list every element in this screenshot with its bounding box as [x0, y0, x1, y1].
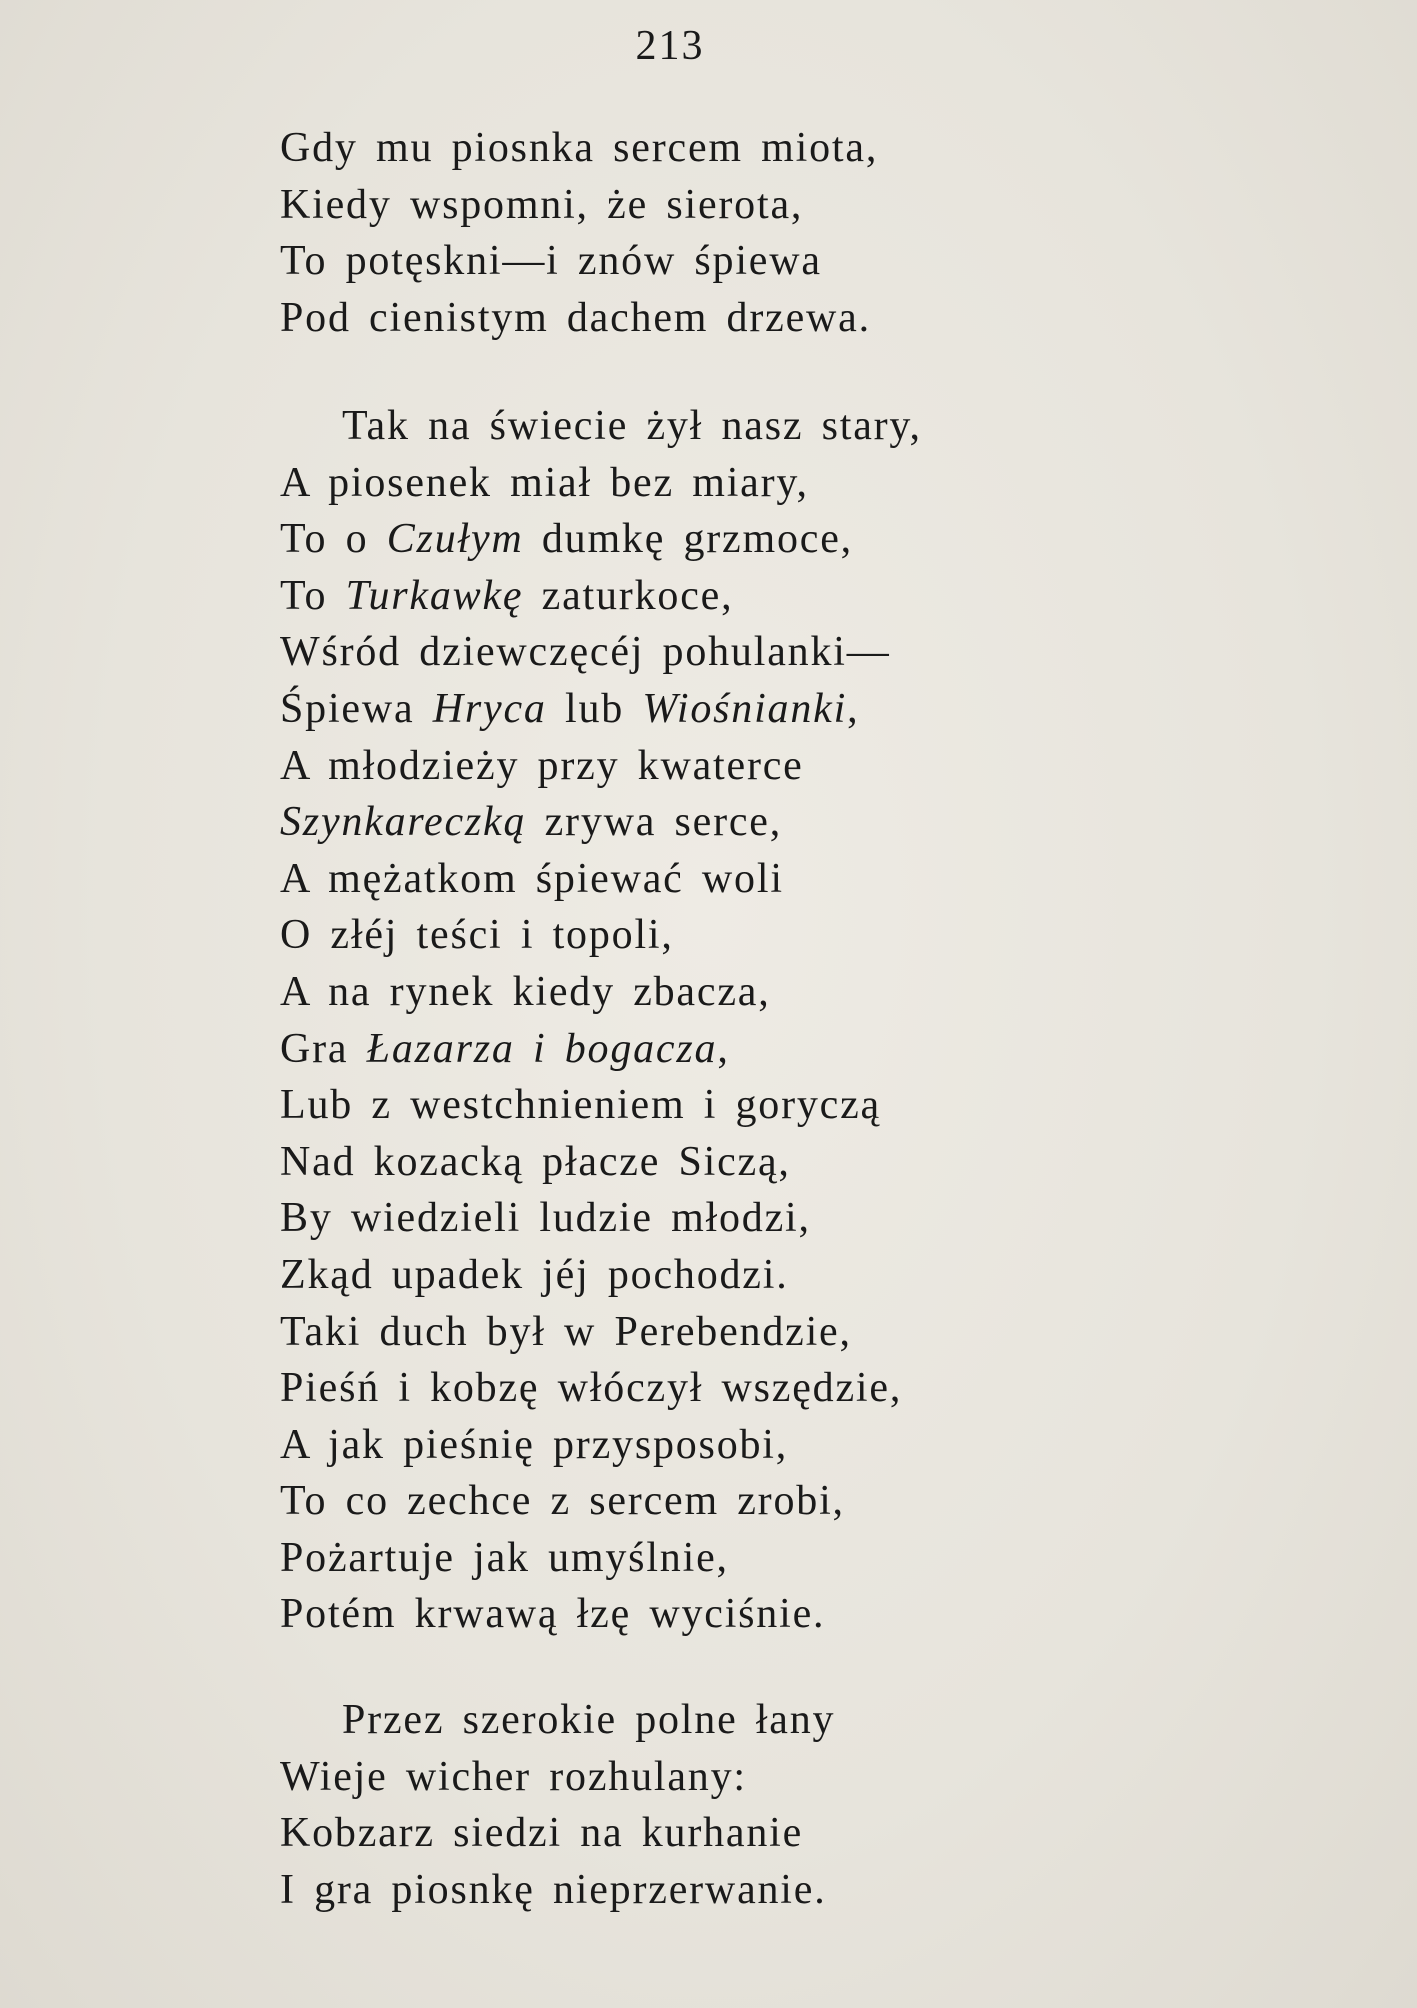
verse-line: A mężatkom śpiewać woli	[280, 855, 784, 902]
verse-text: zrywa serce,	[526, 799, 783, 846]
verse-text: zaturkoce,	[523, 572, 734, 619]
verse-line: I gra piosnkę nieprzerwanie.	[280, 1866, 827, 1913]
verse-line	[280, 511, 922, 568]
stanza-2	[280, 398, 922, 1643]
verse-text: To	[280, 572, 346, 619]
verse-line: Kobzarz siedzi na kurhanie	[280, 1810, 804, 1857]
verse-line: Pożartuje jak umyślnie,	[280, 1534, 729, 1581]
verse-line: O złéj teści i topoli,	[280, 912, 674, 959]
verse-text: Śpiewa	[280, 685, 433, 732]
verse-line	[280, 568, 922, 625]
verse-line: A na rynek kiedy zbacza,	[280, 968, 771, 1015]
verse-line: A jak pieśnię przysposobi,	[280, 1421, 789, 1468]
verse-line	[280, 1021, 922, 1078]
verse-line: Tak na świecie żył nasz stary,	[342, 403, 922, 449]
song-title-italic: Turkawkę	[345, 572, 524, 619]
verse-line: Lub z westchnieniem i goryczą	[280, 1082, 881, 1129]
verse-line: To potęskni—i znów śpiewa	[280, 238, 822, 285]
verse-line: Nad kozacką płacze Siczą,	[280, 1138, 791, 1185]
verse-text: Gra	[280, 1025, 367, 1072]
verse-line: Pieśń i kobzę włóczył wszędzie,	[280, 1365, 903, 1412]
verse-text: lub	[546, 685, 643, 732]
verse-text: dumkę grzmoce,	[523, 516, 853, 563]
song-title-italic: Łazarza i bogacza	[366, 1025, 718, 1072]
song-title-italic: Czułym	[386, 516, 524, 563]
verse-text: ,	[847, 685, 860, 732]
verse-line	[280, 681, 922, 738]
verse-line: Pod cienistym dachem drzewa.	[280, 294, 871, 341]
page-number: 213	[635, 23, 705, 69]
verse-line: Gdy mu piosnka sercem miota,	[280, 125, 879, 171]
song-title-italic: Hryca	[432, 685, 547, 732]
verse-line: A piosenek miał bez miary,	[280, 459, 809, 506]
verse-line: Wśród dziewczęcéj pohulanki—	[280, 629, 891, 676]
verse-text: ,	[717, 1025, 730, 1072]
verse-line	[280, 794, 922, 851]
stanza-3	[280, 1692, 835, 1918]
song-title-italic: Szynkareczką	[280, 799, 527, 846]
verse-line: By wiedzieli ludzie młodzi,	[280, 1195, 811, 1242]
verse-line: Taki duch był w Perebendzie,	[280, 1308, 852, 1355]
verse-line: Potém krwawą łzę wyciśnie.	[280, 1591, 826, 1638]
verse-line: A młodzieży przy kwaterce	[280, 742, 804, 789]
stanza-1	[280, 120, 878, 346]
verse-line: To co zechce z sercem zrobi,	[280, 1478, 845, 1525]
verse-line: Kiedy wspomni, że sierota,	[280, 181, 804, 228]
verse-line: Przez szerokie polne łany	[342, 1697, 836, 1743]
verse-line: Zkąd upadek jéj pochodzi.	[280, 1251, 789, 1298]
song-title-italic: Wiośnianki	[642, 685, 848, 732]
verse-text: To o	[280, 516, 387, 563]
verse-line: Wieje wicher rozhulany:	[280, 1753, 747, 1800]
